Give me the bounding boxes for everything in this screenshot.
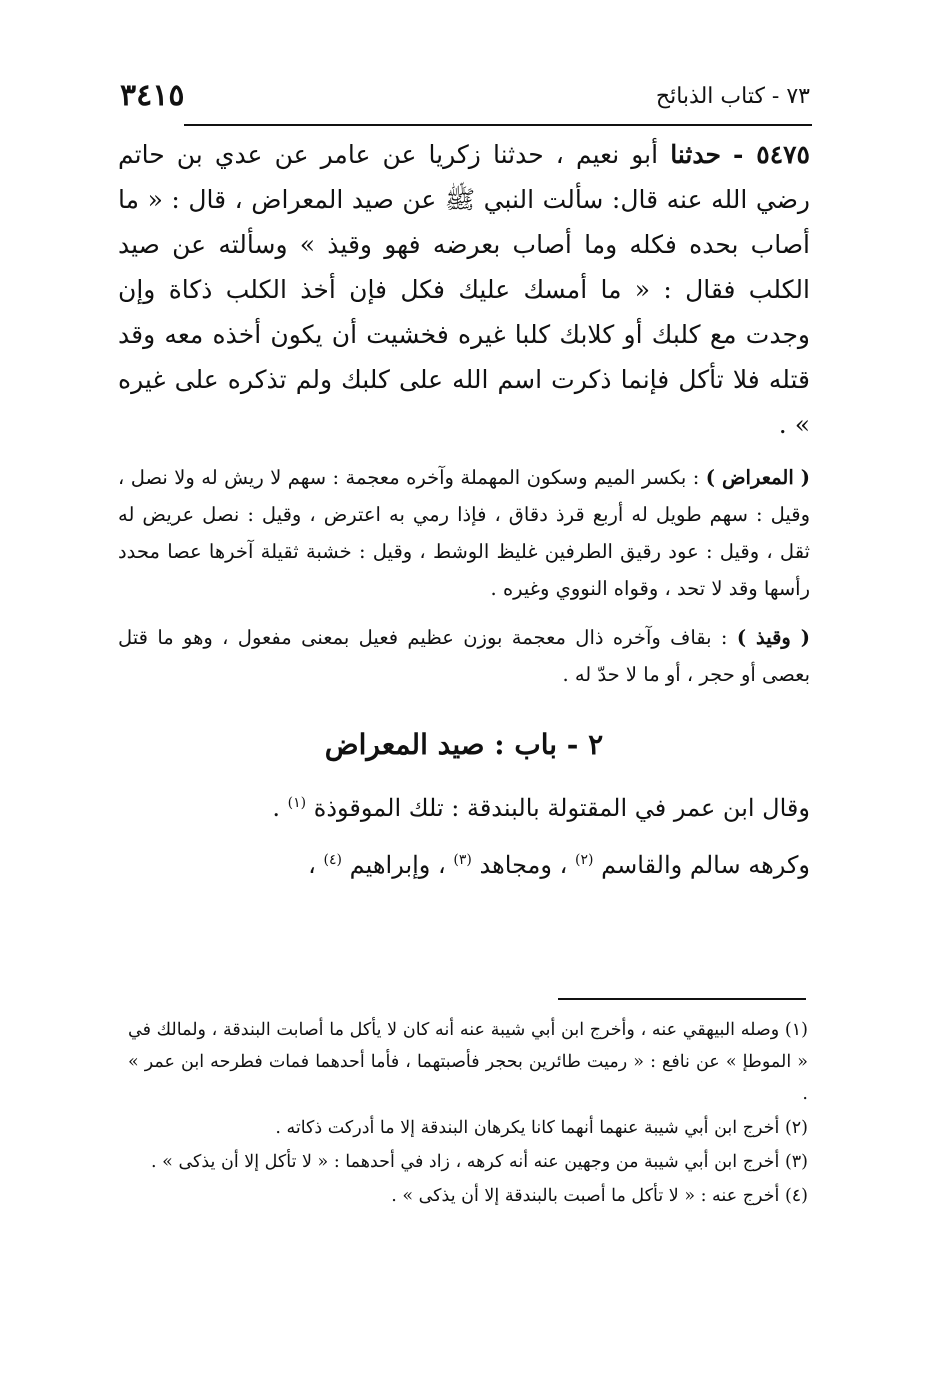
footnote-number: (٤) xyxy=(784,1186,808,1206)
footnote-text: أخرج ابن أبي شيبة من وجهين عنه أنه كرهه ، زاد في أحدهما : « لا تأكل إلا أن يذكى » . xyxy=(151,1152,780,1172)
quote-text: وكرهه سالم والقاسم xyxy=(601,851,810,879)
footnote xyxy=(128,1180,808,1212)
hadith-narrator-verb: حدثنا xyxy=(670,140,721,169)
main-content xyxy=(118,132,810,891)
gloss-term: ( المعراض ) xyxy=(705,466,810,489)
footnote-ref[interactable]: (٤) xyxy=(323,852,343,868)
quote-line xyxy=(118,834,810,891)
header-rule xyxy=(184,124,812,126)
gloss-term: ( وقيذ ) xyxy=(736,626,810,649)
footnote-ref[interactable]: (٢) xyxy=(575,852,594,868)
footnote-text: أخرج عنه : « لا تأكل ما أصبت بالبندقة إلا أن يذكى » . xyxy=(391,1186,780,1206)
footnote-number: (٢) xyxy=(784,1118,808,1138)
footnote-number: (١) xyxy=(784,1020,808,1040)
hadith-paragraph xyxy=(118,132,810,447)
quote-text: ، ومجاهد xyxy=(479,851,568,879)
page-number: ٣٤١٥ xyxy=(120,78,185,113)
quote-text: . xyxy=(272,794,280,822)
gloss-text: : بقاف وآخره ذال معجمة بوزن عظيم فعيل بمعنى مفعول ، وهو ما قتل بعصى أو حجر ، أو ما لا حدّ له . xyxy=(118,626,810,686)
quote-text: وقال ابن عمر في المقتولة بالبندقة : تلك الموقوذة xyxy=(313,794,810,822)
footnote-text: أخرج ابن أبي شيبة عنهما أنهما كانا يكرهان البندقة إلا ما أدركت ذكاته . xyxy=(275,1118,780,1138)
footnote-number: (٣) xyxy=(784,1152,808,1172)
footnote-ref[interactable]: (٣) xyxy=(453,852,472,868)
gloss-note xyxy=(118,619,810,693)
gloss-note xyxy=(118,459,810,607)
footnote-rule xyxy=(558,998,806,1000)
footnote xyxy=(128,1146,808,1178)
footnote-ref[interactable]: (١) xyxy=(287,795,307,811)
footnote-text: وصله البيهقي عنه ، وأخرج ابن أبي شيبة عنه أنه كان لا يأكل ما أصابت البندقة ، ولمالك في « الموطإ » عن نافع : « رميت طائرين بحجر فأصبتهما ، فأما أحدهما فمات فطرحه ابن عمر » . xyxy=(128,1020,808,1104)
page-header xyxy=(120,78,810,118)
chapter-title: ٢ - باب : صيد المعراض xyxy=(324,728,604,761)
gloss-text: : بكسر الميم وسكون المهملة وآخره معجمة : سهم لا ريش له ولا نصل ، وقيل : سهم طويل له أربع قرذ دقاق ، فإذا رمي به اعترض ، وقيل : نصل عريض له ثقل ، وقيل : عود رقيق الطرفين غليظ الوشط ، وقيل : خشبة ثقيلة آخرها عصا محدد رأسها وقد لا تحد ، وقواه النووي وغيره . xyxy=(118,466,810,600)
footnotes xyxy=(128,1014,808,1214)
running-head: ٧٣ - كتاب الذبائح xyxy=(655,84,810,109)
hadith-number: ٥٤٧٥ - xyxy=(733,140,810,169)
quote-line xyxy=(118,777,810,834)
quote-text: ، وإبراهيم xyxy=(349,851,446,879)
footnote xyxy=(128,1014,808,1110)
hadith-text: أبو نعيم ، حدثنا زكريا عن عامر عن عدي بن حاتم رضي الله عنه قال: سألت النبي ﷺ عن صيد المعراض ، قال : « ما أصاب بحده فكله وما أصاب بعرضه فهو وقيذ » وسألته عن صيد الكلب فقال : « ما أمسك عليك فكل فإن أخذ الكلب ذكاة وإن وجدت مع كلبك أو كلابك كلبا غيره فخشيت أن يكون أخذه معه وقد قتله فلا تأكل فإنما ذكرت اسم الله على كلبك ولم تذكره على غيره » . xyxy=(118,140,810,439)
quote-text: ، xyxy=(308,851,316,879)
footnote xyxy=(128,1112,808,1144)
